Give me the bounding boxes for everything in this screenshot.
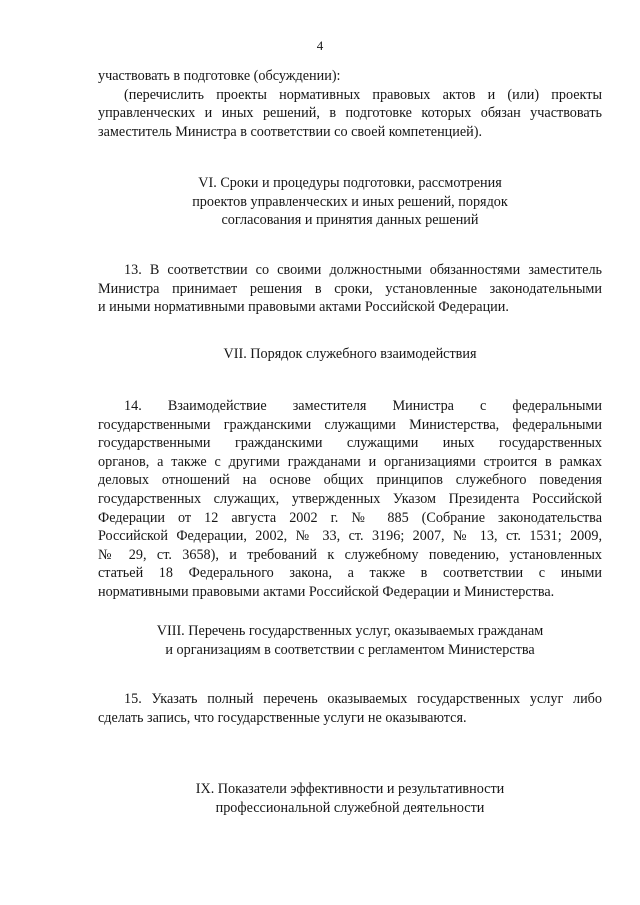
intro-line: заместитель Министра в соответствии со своей компетенцией). [98, 123, 483, 140]
paragraph-line: № 29, ст. 3658), и требований к служебному поведению, установленных [98, 546, 602, 563]
paragraph-line: государственными гражданскими служащими иных государственных [98, 435, 602, 452]
paragraph-15 [98, 690, 602, 727]
paragraph-line: деловых отношений на основе общих принципов служебного поведения [98, 472, 602, 489]
heading-line: и организациям в соответствии с регламентом Министерства [165, 641, 535, 658]
paragraph-line: 14. Взаимодействие заместителя Министра с федеральными [124, 398, 602, 414]
heading-line: проектов управленческих и иных решений, порядок [192, 193, 508, 210]
heading-line: IX. Показатели эффективности и результативности [195, 781, 505, 797]
paragraph-line: 13. В соответствии со своими должностными обязанностями заместитель [124, 262, 602, 278]
intro-line: управленческих и иных решений, в подготовке которых обязан участвовать [98, 105, 602, 122]
heading-line: VI. Сроки и процедуры подготовки, рассмотрения [198, 175, 502, 191]
paragraph-line: государственными гражданскими служащими Министерства, федеральными [98, 416, 602, 433]
paragraph-14 [98, 397, 602, 602]
paragraph-line: и иными нормативными правовыми актами Российской Федерации. [98, 299, 509, 316]
intro-paragraph [98, 67, 602, 141]
paragraph-line: государственных служащих, утвержденных Указом Президента Российской [98, 490, 602, 507]
paragraph-line: Федерации от 12 августа 2002 г. № 885 (Собрание законодательства [98, 509, 602, 526]
section-6-heading [60, 174, 640, 230]
paragraph-line: Российской Федерации, 2002, № 33, ст. 3196; 2007, № 13, ст. 1531; 2009, [98, 528, 602, 545]
intro-line: участвовать в подготовке (обсуждении): [98, 68, 341, 84]
paragraph-line: нормативными правовыми актами Российской Федерации и Министерства. [98, 583, 555, 600]
heading-line: согласования и принятия данных решений [221, 212, 479, 229]
paragraph-line: 15. Указать полный перечень оказываемых государственных услуг либо [124, 691, 602, 707]
section-8-heading [60, 622, 640, 659]
paragraph-13 [98, 261, 602, 317]
paragraph-line: статьей 18 Федерального закона, а также в соответствии с иными [98, 565, 602, 582]
page-number: 4 [316, 38, 324, 53]
paragraph-line: сделать запись, что государственные услуги не оказываются. [98, 709, 467, 726]
intro-line: (перечислить проекты нормативных правовых актов и (или) проекты [124, 86, 602, 103]
paragraph-line: Министра принимает решения в сроки, установленные законодательными [98, 280, 602, 297]
heading-line: VIII. Перечень государственных услуг, оказываемых гражданам [156, 623, 544, 639]
heading-line: VII. Порядок служебного взаимодействия [223, 346, 477, 362]
section-9-heading [60, 780, 640, 817]
section-7-heading [60, 345, 640, 364]
paragraph-line: органов, а также с другими гражданами и организациями строится в рамках [98, 453, 602, 470]
heading-line: профессиональной служебной деятельности [215, 799, 485, 816]
